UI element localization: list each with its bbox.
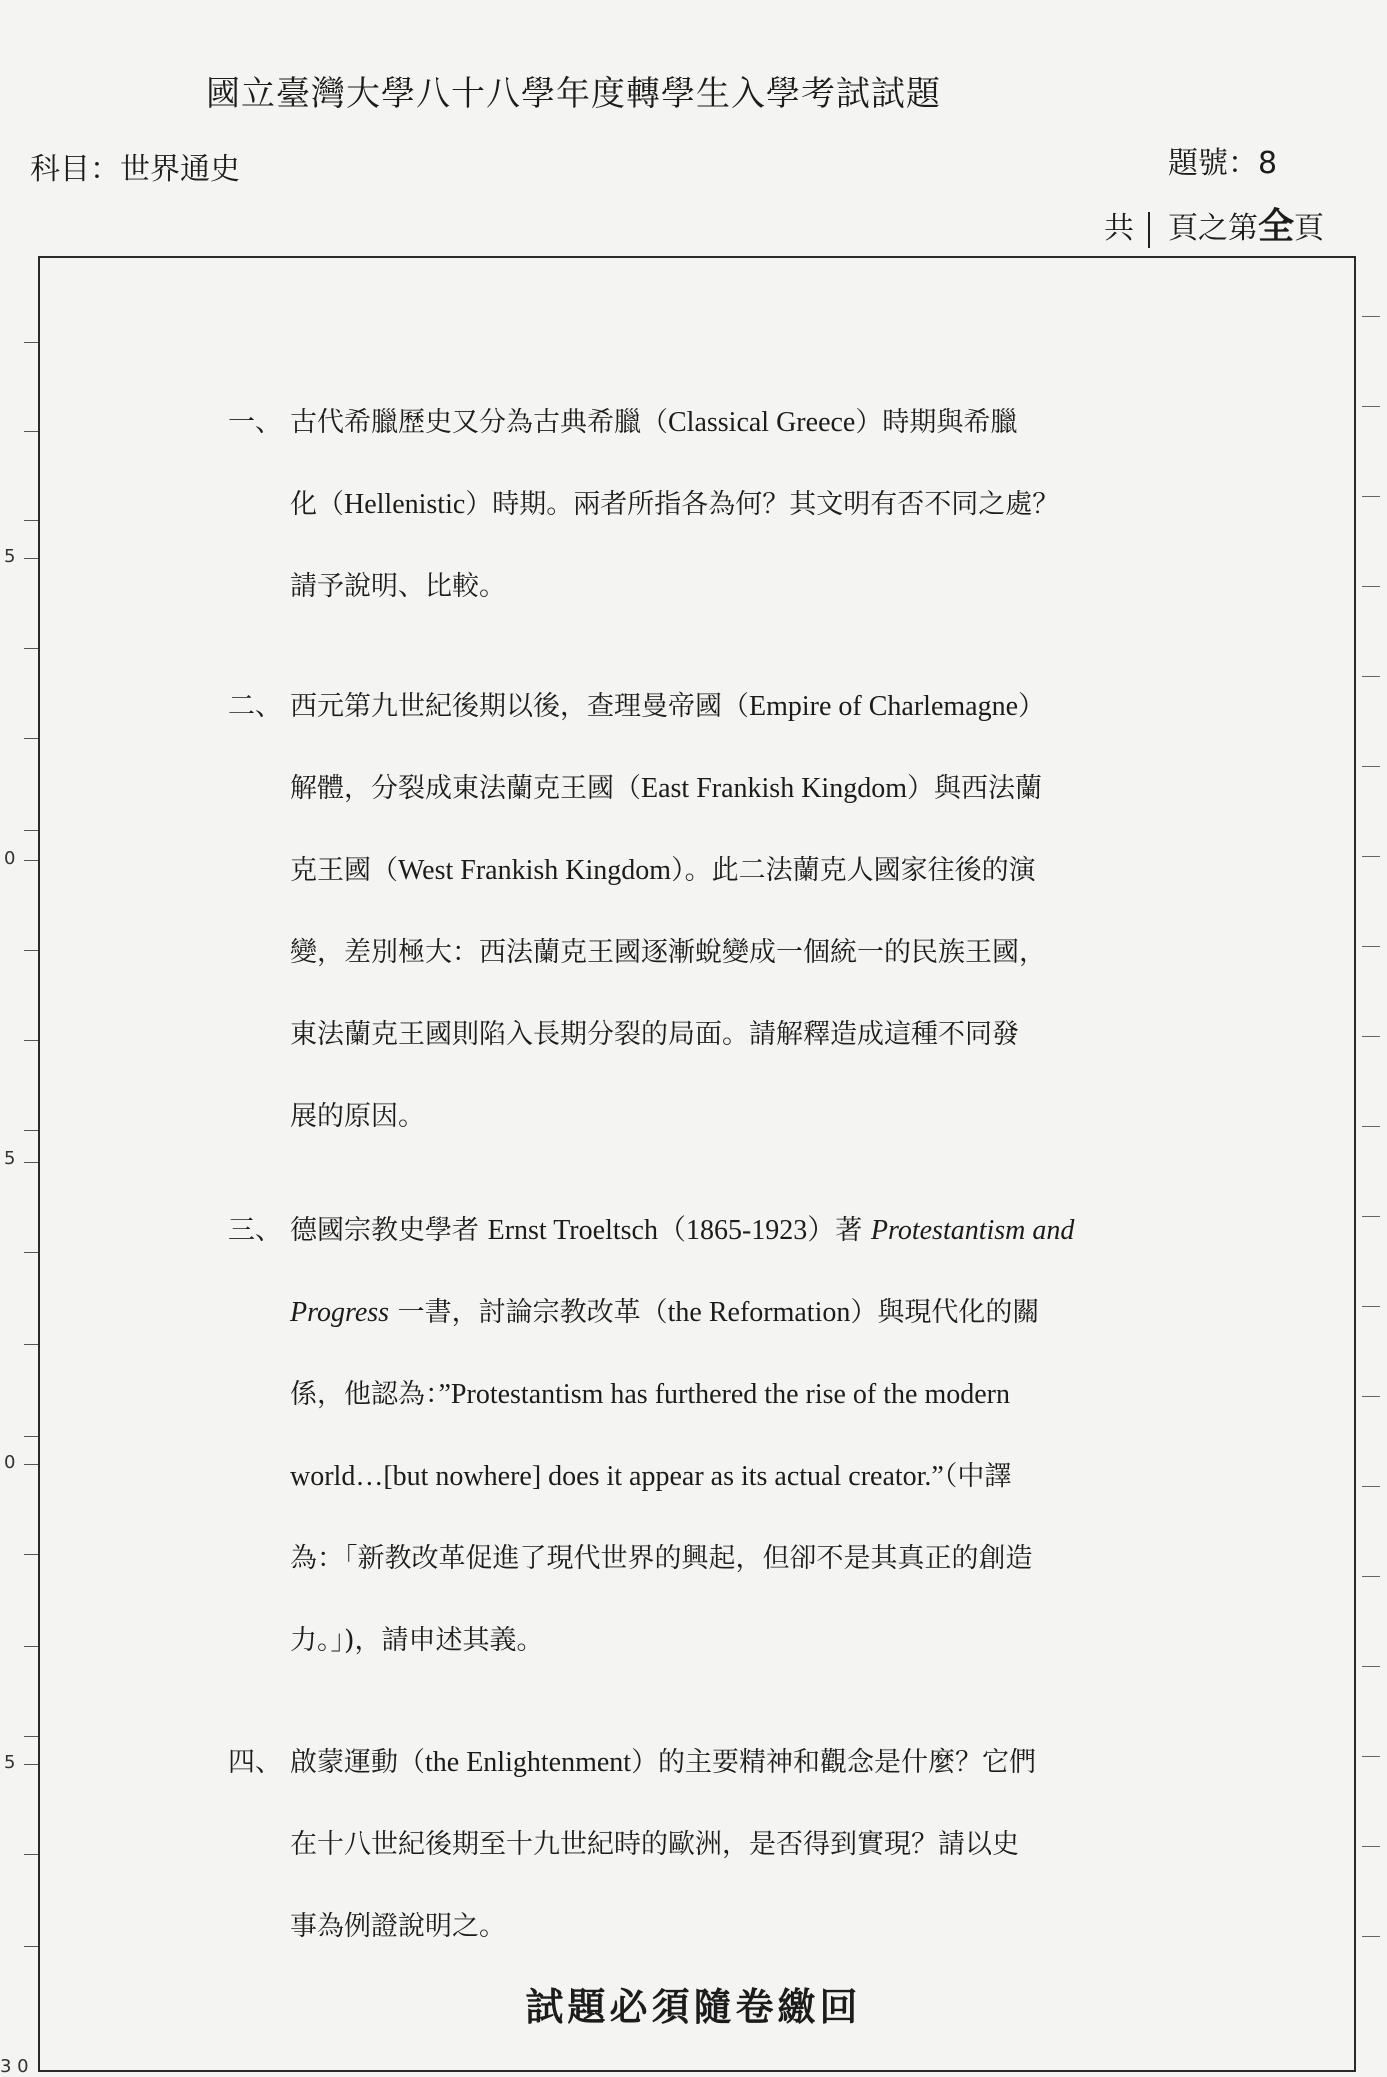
question-line: 德國宗教史學者 Ernst Troeltsch（1865-1923）著 Protestantism and [290,1215,1075,1246]
ruler-tick [1362,676,1380,677]
question-line: 力。」)，請申述其義。 [290,1625,544,1656]
question-lead: 二、 [228,691,282,722]
ruler-tick [1362,1216,1380,1217]
question-line: 變，差別極大：西法蘭克王國逐漸蛻變成一個統一的民族王國， [290,937,1046,968]
question-body [228,666,1158,1158]
question-1 [228,382,1158,628]
ruler-tick [1362,1756,1380,1757]
question-line: 解體，分裂成東法蘭克王國（East Frankish Kingdom）與西法蘭 [290,773,1042,804]
page-indicator [1104,198,1324,249]
ruler-tick [24,1764,38,1765]
question-body [228,1190,1158,1682]
ruler-label-bottom: 3 0 [0,2056,29,2077]
ruler-tick [24,558,38,559]
question-line: 為：「新教改革促進了現代世界的興起，但卻不是其真正的創造 [290,1543,1033,1574]
question-line: 展的原因。 [290,1101,425,1132]
ruler-tick [1362,766,1380,767]
ruler-tick [24,1554,38,1555]
question-line: 東法蘭克王國則陷入長期分裂的局面。請解釋造成這種不同發 [290,1019,1019,1050]
ruler-tick [1362,1396,1380,1397]
question-3 [228,1190,1158,1682]
subject-label: 科目：世界通史 [30,152,240,187]
ruler-tick [24,1436,38,1437]
ruler-tick [24,1040,38,1041]
ruler-tick [1362,586,1380,587]
ruler-tick [24,1252,38,1253]
ruler-tick [1362,496,1380,497]
ruler-tick [24,738,38,739]
question-line: 啟蒙運動（the Enlightenment）的主要精神和觀念是什麼？它們 [290,1747,1037,1778]
question-body [228,382,1158,628]
ruler-tick [1362,1486,1380,1487]
pages-prefix: 共 [1104,211,1134,246]
question-lead: 四、 [228,1747,282,1778]
ruler-tick [1362,1036,1380,1037]
pages-separator [1148,212,1150,248]
question-number: 題號：8 [1168,146,1278,181]
pages-big: 全 [1258,206,1295,247]
ruler-tick [1362,1306,1380,1307]
ruler-tick [24,1646,38,1647]
ruler-label: 5 [4,1148,16,1169]
left-ruler [0,256,38,2072]
ruler-tick [24,860,38,861]
question-line: 化（Hellenistic）時期。兩者所指各為何？其文明有否不同之處？ [290,489,1060,520]
ruler-tick [1362,1666,1380,1667]
exam-title: 國立臺灣大學八十八學年度轉學生入學考試試題 [206,74,941,114]
ruler-tick [24,431,38,432]
pages-suffix: 頁 [1294,211,1325,246]
ruler-label: 5 [4,1752,16,1773]
ruler-label: 5 [4,546,16,567]
ruler-tick [1362,316,1380,317]
ruler-tick [24,1854,38,1855]
question-line: 西元第九世紀後期以後，查理曼帝國（Empire of Charlemagne） [290,691,1046,722]
question-body [228,1722,1158,1968]
pages-mid: 頁之第 [1168,211,1258,246]
ruler-tick [24,1344,38,1345]
ruler-tick [1362,856,1380,857]
question-2 [228,666,1158,1158]
ruler-tick [24,950,38,951]
ruler-tick [1362,1576,1380,1577]
question-lead: 一、 [228,407,282,438]
ruler-tick [1362,1126,1380,1127]
ruler-tick [1362,1846,1380,1847]
ruler-tick [24,342,38,343]
ruler-tick [24,1946,38,1947]
ruler-tick [1362,406,1380,407]
right-ruler [1356,256,1387,2072]
question-lead: 三、 [228,1215,282,1246]
ruler-tick [24,1464,38,1465]
question-line: 事為例證說明之。 [290,1911,506,1942]
ruler-tick [24,648,38,649]
ruler-tick [1362,1936,1380,1937]
question-line: 克王國（West Frankish Kingdom）。此二法蘭克人國家往後的演 [290,855,1036,886]
question-line: 請予說明、比較。 [290,571,506,602]
question-line: world…[but nowhere] does it appear as its actual creator.”（中譯 [290,1461,1012,1492]
question-line: 古代希臘歷史又分為古典希臘（Classical Greece）時期與希臘 [290,407,1018,438]
question-4 [228,1722,1158,1968]
question-line: 在十八世紀後期至十九世紀時的歐洲，是否得到實現？請以史 [290,1829,1019,1860]
ruler-tick [24,520,38,521]
return-notice: 試題必須隨卷繳回 [525,1984,862,2029]
ruler-label: 0 [4,848,16,869]
question-line: Progress 一書，討論宗教改革（the Reformation）與現代化的關 [290,1297,1040,1328]
question-line: 係，他認為：”Protestantism has furthered the rise of the modern [290,1379,1010,1410]
ruler-label: 0 [4,1452,16,1473]
ruler-tick [24,1736,38,1737]
ruler-tick [24,1162,38,1163]
ruler-tick [24,1130,38,1131]
ruler-tick [24,830,38,831]
ruler-tick [1362,946,1380,947]
